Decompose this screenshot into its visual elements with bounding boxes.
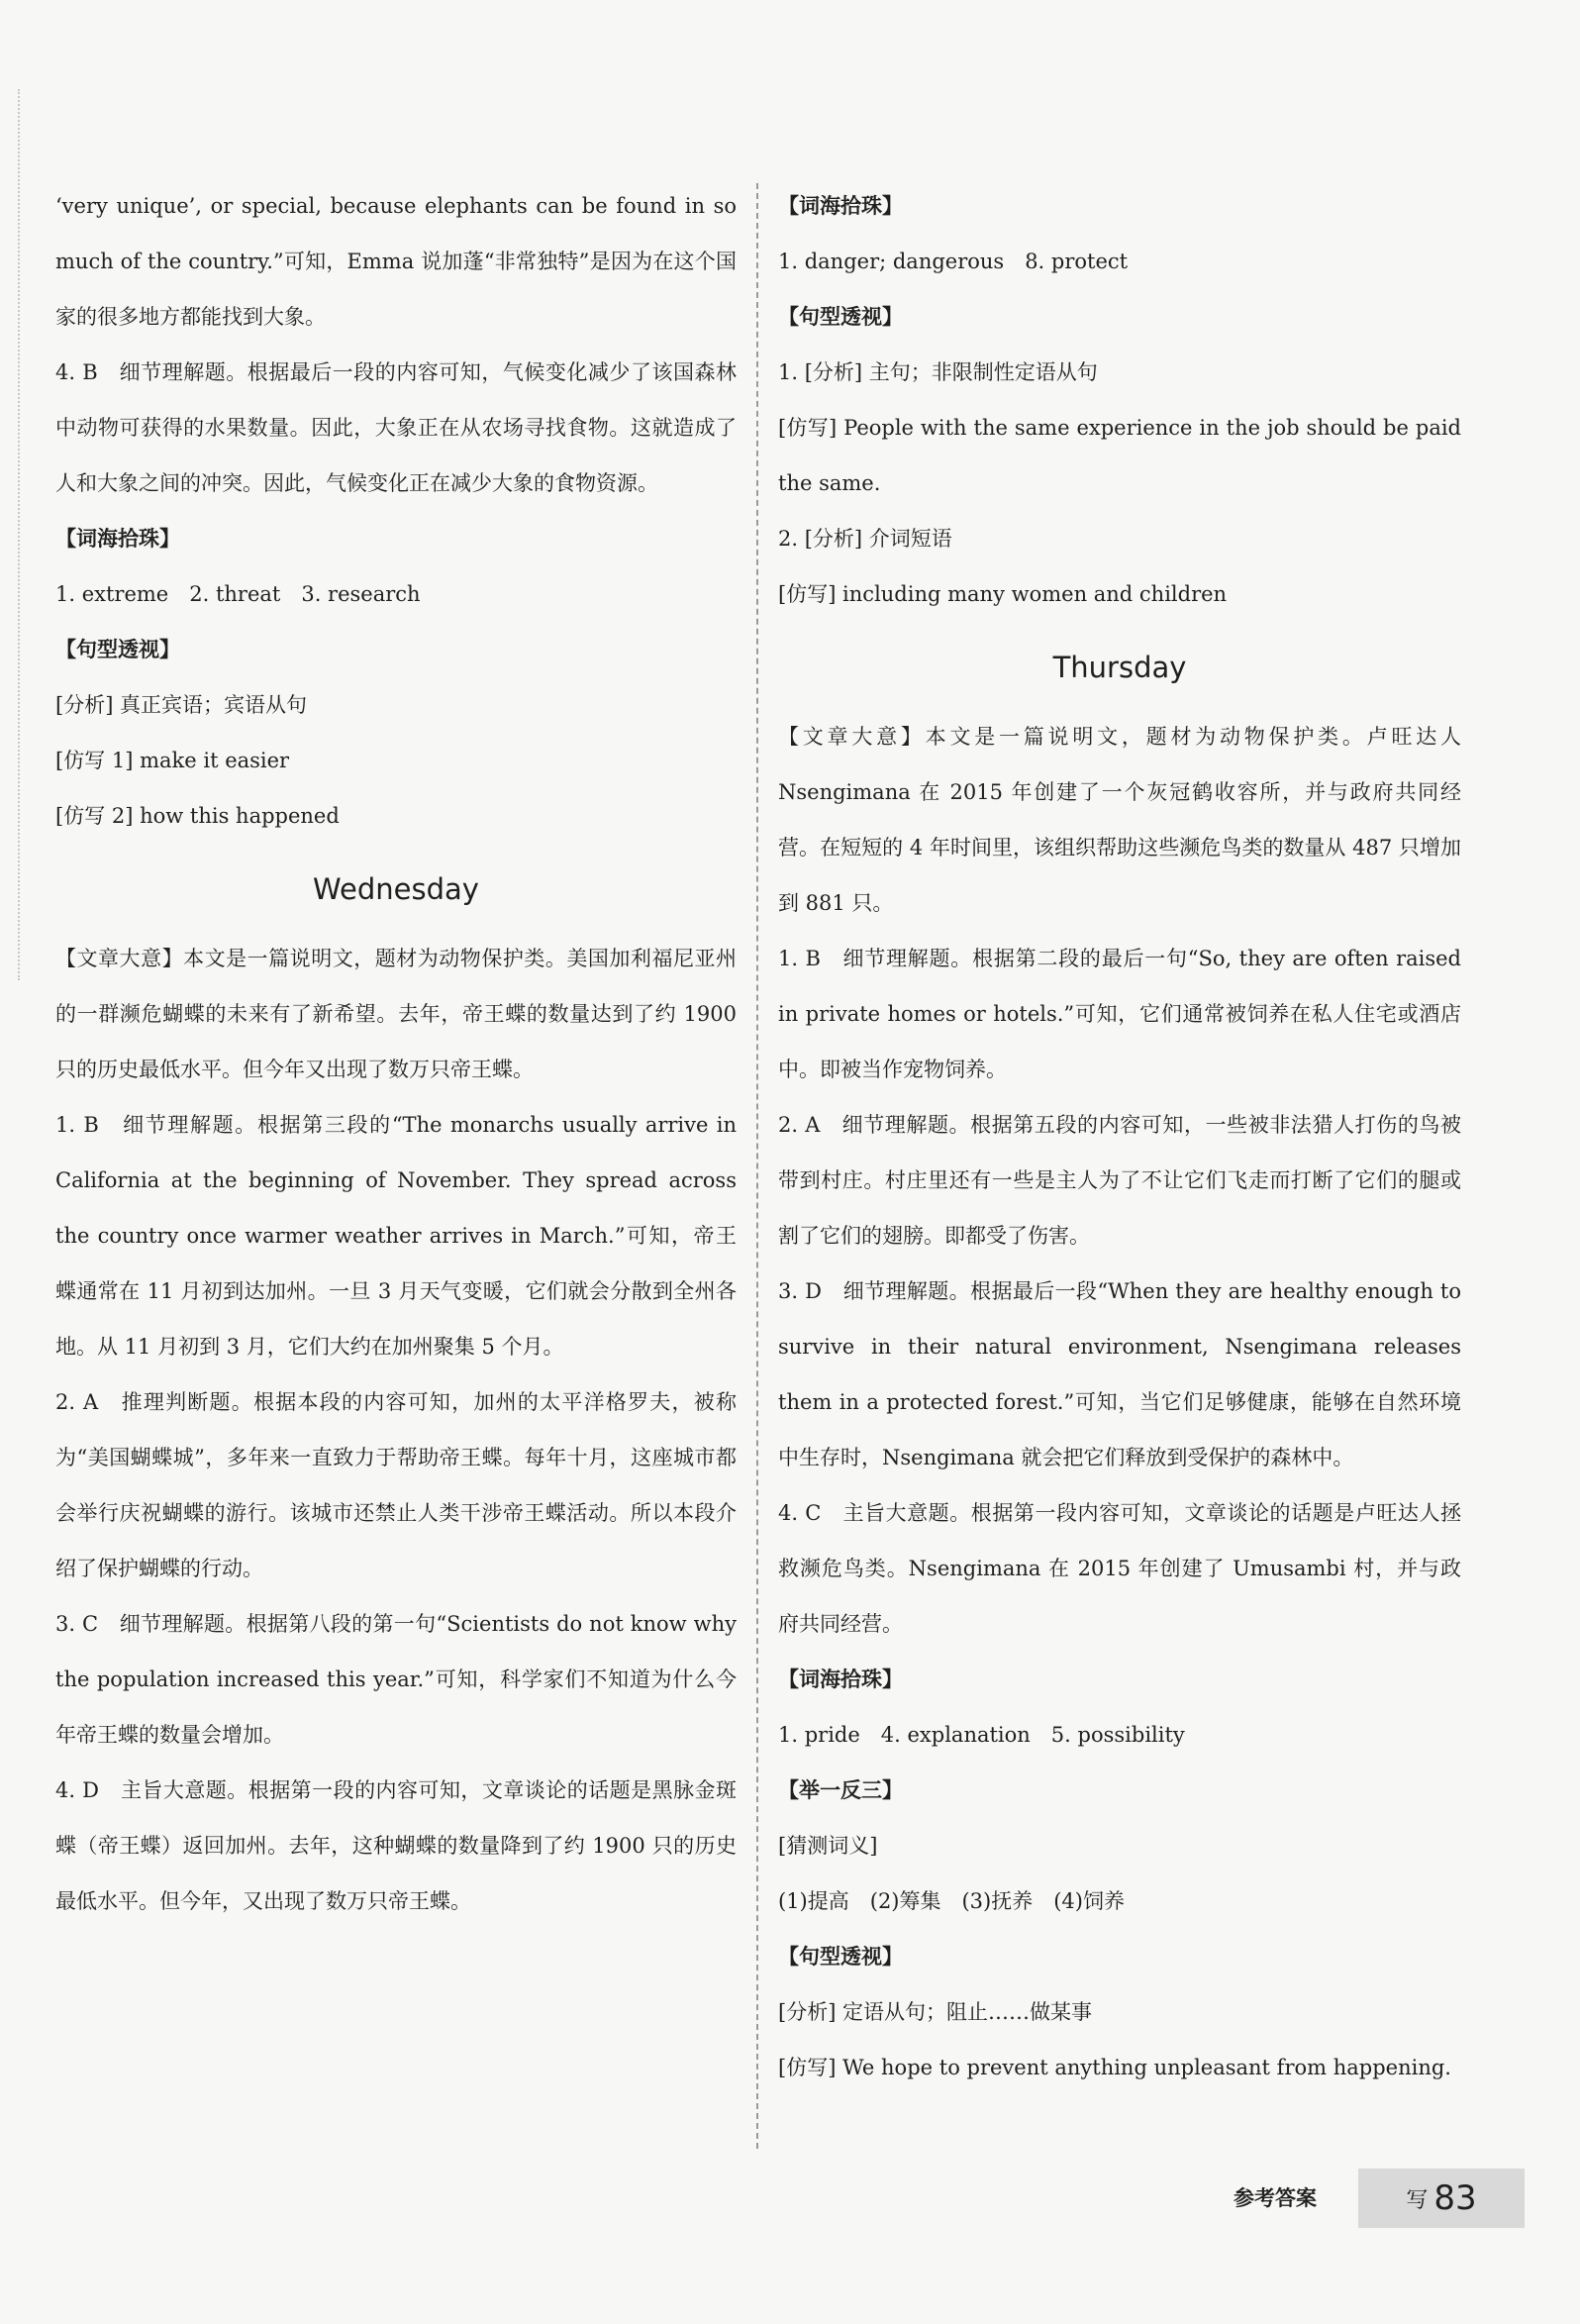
vocab-heading: 【词海拾珠】 bbox=[778, 193, 903, 218]
binding-margin bbox=[18, 89, 22, 980]
vocab-items-2: 1. pride 4. explanation 5. possibility bbox=[778, 1723, 1185, 1747]
imitate-2: [仿写] including many women and children bbox=[778, 582, 1228, 606]
answer-q4: 4. B 细节理解题。根据最后一段的内容可知，气候变化减少了该国森林中动物可获得的水果数量。因此，大象正在从农场寻找食物。这就造成了人和大象之间的冲突。因此，气候变化正在减少大象的食物资源。 bbox=[55, 360, 737, 495]
page-number-box bbox=[1358, 2169, 1525, 2228]
analysis-2: 2. [分析] 介词短语 bbox=[778, 527, 952, 551]
vocab-heading-2: 【词海拾珠】 bbox=[778, 1667, 903, 1691]
imitate-2: [仿写 2] how this happened bbox=[55, 804, 340, 828]
summary: 【文章大意】本文是一篇说明文，题材为动物保护类。美国加利福尼亚州的一群濒危蝴蝶的未来有了新希望。去年，帝王蝶的数量达到了约 1900 只的历史最低水平。但今年又出现了数万只帝王蝶。 bbox=[55, 947, 737, 1081]
answer-q4: 4. C 主旨大意题。根据第一段内容可知，文章谈论的话题是卢旺达人拯救濒危鸟类。Nsengimana 在 2015 年创建了 Umusambi 村，并与政府共同经营。 bbox=[778, 1501, 1461, 1636]
analysis-1: 1. [分析] 主句；非限制性定语从句 bbox=[778, 360, 1098, 384]
footer-label: 参考答案 bbox=[1234, 2186, 1317, 2210]
summary: 【文章大意】本文是一篇说明文，题材为动物保护类。卢旺达人 Nsengimana 在 2015 年创建了一个灰冠鹤收容所，并与政府共同经营。在短短的 4 年时间里，该组织帮助这些濒危鸟类的数量从 487 只增加到 881 只。 bbox=[778, 725, 1461, 915]
imitate-1: [仿写] People with the same experience in the job should be paid the same. bbox=[778, 416, 1461, 495]
vocab-items: 1. danger; dangerous 8. protect bbox=[778, 250, 1129, 273]
analysis: [分析] 真正宾语；宾语从句 bbox=[55, 693, 308, 717]
answer-q2: 2. A 推理判断题。根据本段的内容可知，加州的太平洋格罗夫，被称为“美国蝴蝶城”，多年来一直致力于帮助帝王蝶。每年十月，这座城市都会举行庆祝蝴蝶的游行。该城市还禁止人类干涉帝王蝶活动。所以本段介绍了保护蝴蝶的行动。 bbox=[55, 1390, 737, 1580]
answer-q3: 3. C 细节理解题。根据第八段的第一句“Scientists do not know why the population increased this year.”可知，科学家们不知道为什么今年帝王蝶的数量会增加。 bbox=[55, 1612, 737, 1747]
page-number: 83 bbox=[1433, 2178, 1477, 2218]
left-column bbox=[55, 178, 737, 1929]
imitate-3: [仿写] We hope to prevent anything unpleasant from happening. bbox=[778, 2056, 1451, 2079]
sentence-heading-2: 【句型透视】 bbox=[778, 1944, 903, 1969]
extend-heading: 【举一反三】 bbox=[778, 1777, 903, 1802]
answer-q4-wed: 4. D 主旨大意题。根据第一段的内容可知，文章谈论的话题是黑脉金斑蝶（帝王蝶）返回加州。去年，这种蝴蝶的数量降到了约 1900 只的历史最低水平。但今年，又出现了数万只帝王蝶。 bbox=[55, 1778, 737, 1913]
day-title-thursday: Thursday bbox=[1052, 651, 1187, 684]
answer-q3: 3. D 细节理解题。根据最后一段“When they are healthy enough to survive in their natural environment, Nsengimana releases them in a protected forest.”可知，当它们足够健康，能够在自然环境中生存时，Nsengimana 就会把它们释放到受保护的森林中。 bbox=[778, 1279, 1461, 1469]
sentence-heading: 【句型透视】 bbox=[55, 637, 180, 661]
guess-items: (1)提高 (2)筹集 (3)抚养 (4)饲养 bbox=[778, 1889, 1125, 1913]
page-side-label: 写 bbox=[1406, 2187, 1429, 2213]
guess-heading: [猜测词义] bbox=[778, 1834, 878, 1858]
analysis-3: [分析] 定语从句；阻止……做某事 bbox=[778, 2000, 1093, 2024]
column-divider bbox=[756, 183, 758, 2149]
intro-paragraph: ‘very unique’, or special, because elephants can be found in so much of the country.”可知，Emma 说加蓬“非常独特”是因为在这个国家的很多地方都能找到大象。 bbox=[55, 194, 737, 329]
vocab-heading: 【词海拾珠】 bbox=[55, 526, 180, 551]
answer-q1: 1. B 细节理解题。根据第三段的“The monarchs usually arrive in California at the beginning of November. They spread across the country once warmer weather arrives in March.”可知，帝王蝶通常在 11 月初到达加州。一旦 3 月天气变暖，它们就会分散到全州各地。从 11 月初到 3 月，它们大约在加州聚集 5 个月。 bbox=[55, 1113, 737, 1359]
right-column bbox=[778, 178, 1461, 2095]
imitate-1: [仿写 1] make it easier bbox=[55, 749, 290, 772]
answer-q2: 2. A 细节理解题。根据第五段的内容可知，一些被非法猎人打伤的鸟被带到村庄。村庄里还有一些是主人为了不让它们飞走而打断了它们的腿或割了它们的翅膀。即都受了伤害。 bbox=[778, 1113, 1461, 1248]
vocab-items: 1. extreme 2. threat 3. research bbox=[55, 582, 421, 606]
day-title-wednesday: Wednesday bbox=[313, 872, 479, 906]
sentence-heading: 【句型透视】 bbox=[778, 304, 903, 329]
answer-q1: 1. B 细节理解题。根据第二段的最后一句“So, they are often raised in private homes or hotels.”可知，它们通常被饲养在私人住宅或酒店中。即被当作宠物饲养。 bbox=[778, 947, 1461, 1081]
